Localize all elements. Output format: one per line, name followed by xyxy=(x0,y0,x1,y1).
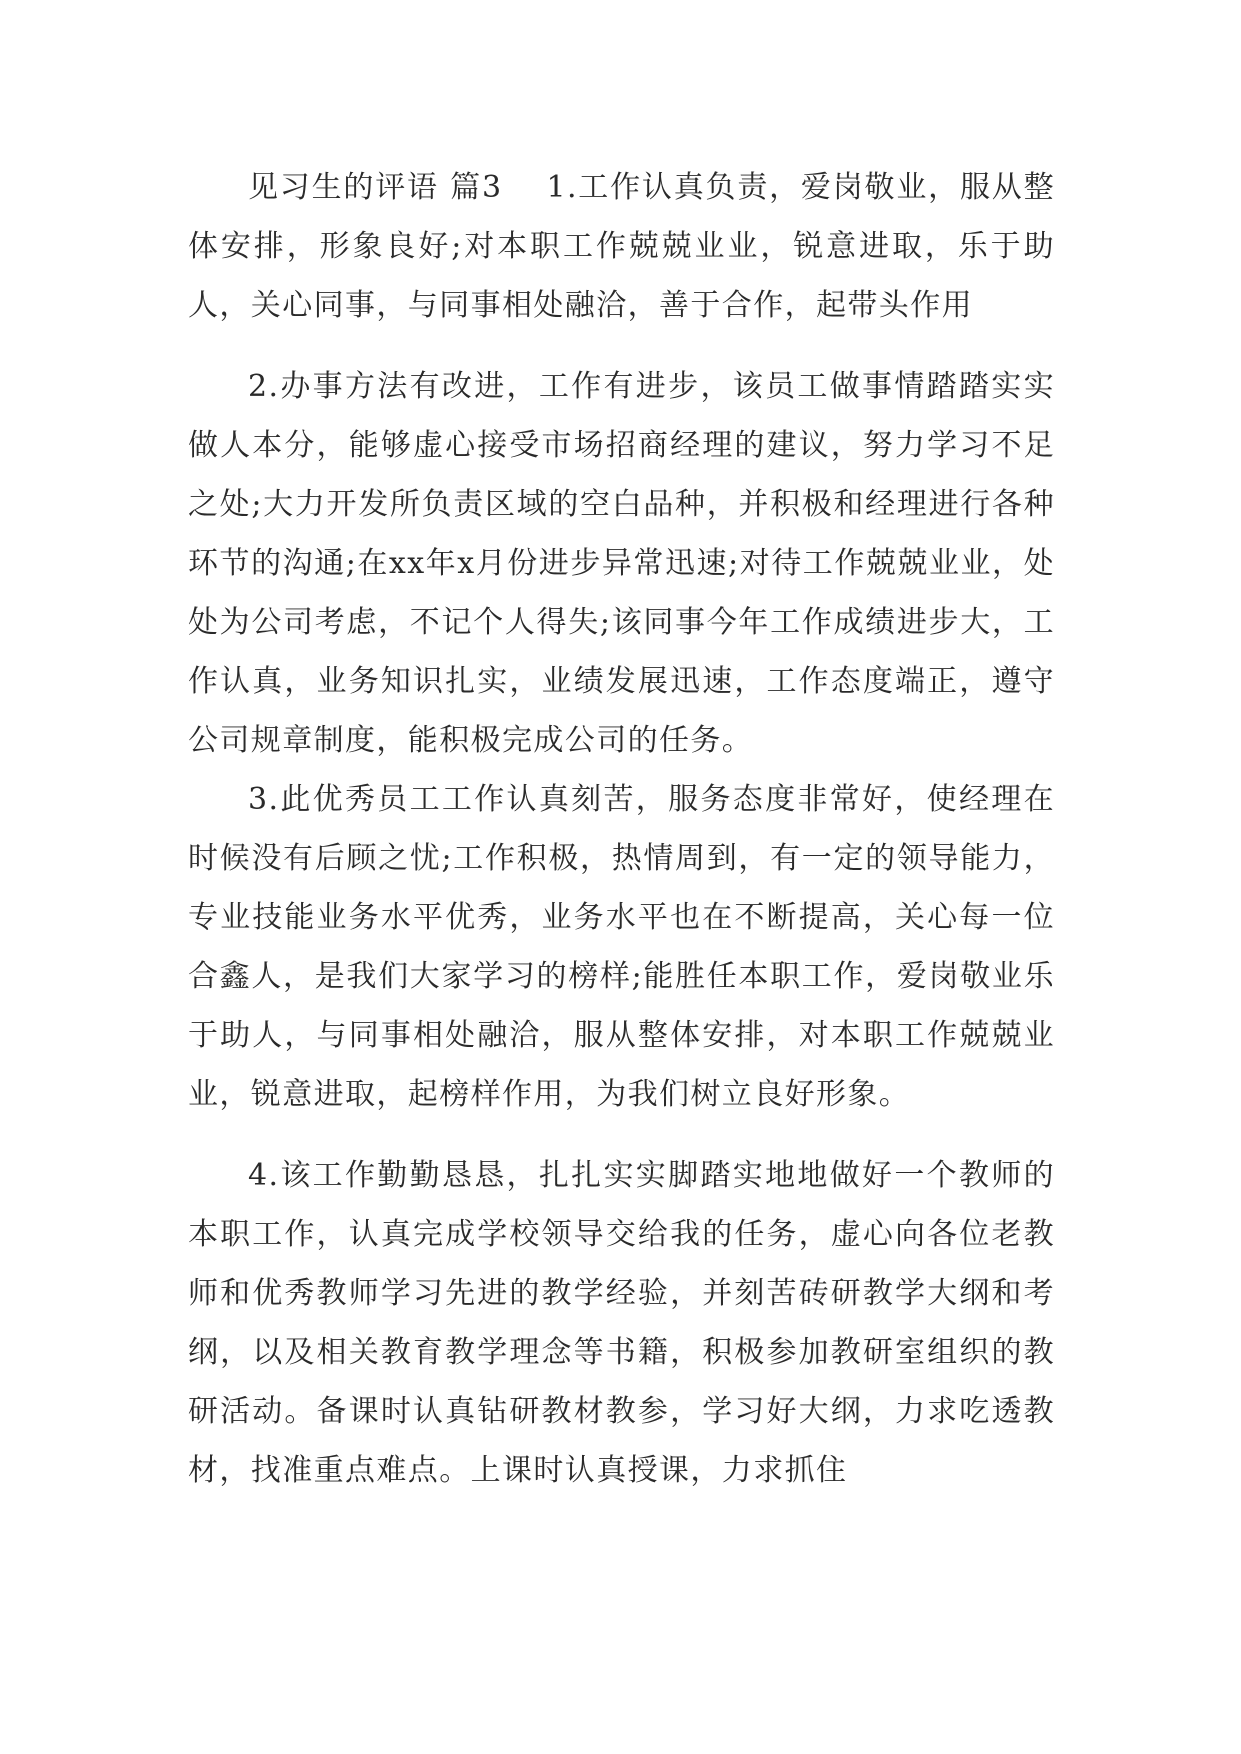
document-body xyxy=(188,158,1055,1500)
paragraph-1 xyxy=(188,158,1055,335)
paragraph-1-text: 1.工作认真负责，爱岗敬业，服从整体安排，形象良好;对本职工作兢兢业业，锐意进取，乐于助人，关心同事，与同事相处融洽，善于合作，起带头作用 xyxy=(188,170,1055,323)
paragraph-2: 2.办事方法有改进，工作有进步，该员工做事情踏踏实实做人本分，能够虚心接受市场招商经理的建议，努力学习不足之处;大力开发所负责区域的空白品种，并积极和经理进行各种环节的沟通;在xx年x月份进步异常迅速;对待工作兢兢业业，处处为公司考虑，不记个人得失;该同事今年工作成绩进步大，工作认真，业务知识扎实，业绩发展迅速，工作态度端正，遵守公司规章制度，能积极完成公司的任务。 xyxy=(188,369,1055,758)
paragraph-3: 3.此优秀员工工作认真刻苦，服务态度非常好，使经理在时候没有后顾之忧;工作积极，热情周到，有一定的领导能力，专业技能业务水平优秀，业务水平也在不断提高，关心每一位合鑫人，是我们大家学习的榜样;能胜任本职工作，爱岗敬业乐于助人，与同事相处融洽，服从整体安排，对本职工作兢兢业业，锐意进取，起榜样作用，为我们树立良好形象。 xyxy=(188,782,1055,1112)
paragraph-4: 4.该工作勤勤恳恳，扎扎实实脚踏实地地做好一个教师的本职工作，认真完成学校领导交给我的任务，虚心向各位老教师和优秀教师学习先进的教学经验，并刻苦砖研教学大纲和考纲，以及相关教育教学理念等书籍，积极参加教研室组织的教研活动。备课时认真钻研教材教参，学习好大纲，力求吃透教材，找准重点难点。上课时认真授课，力求抓住 xyxy=(188,1158,1055,1488)
document-heading: 见习生的评语 篇3 xyxy=(248,170,503,205)
